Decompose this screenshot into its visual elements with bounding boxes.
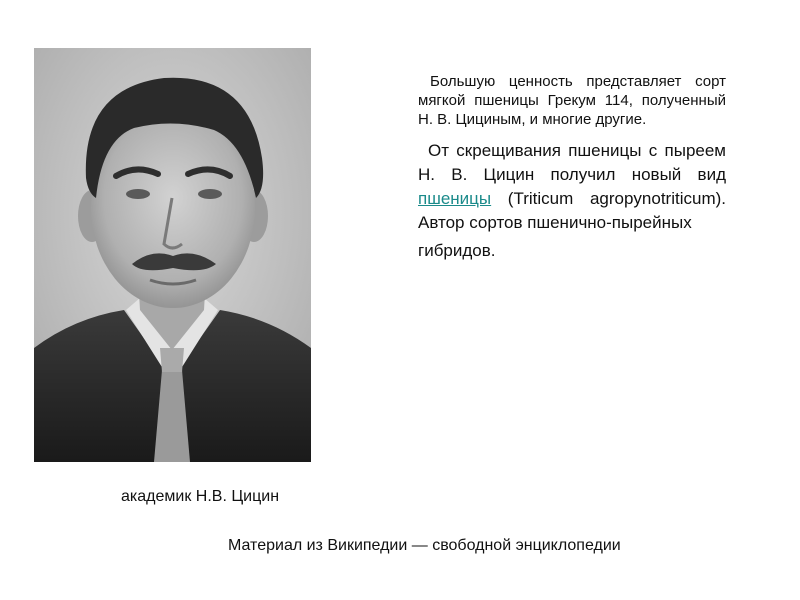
description-text: [418, 72, 726, 263]
paragraph-hybrid-start: От скрещивания пшеницы с пыреем Н. В. Цицин получил новый вид: [418, 141, 726, 184]
paragraph-hybrid-middle: (Triticum agropynotriticum). Автор сортов пшенично-пырейных: [418, 189, 726, 232]
paragraph-hybrid: [418, 139, 726, 263]
portrait-caption: академик Н.В. Цицин: [121, 488, 280, 505]
wheat-link[interactable]: пшеницы: [418, 189, 492, 208]
portrait-icon: [34, 48, 311, 462]
paragraph-grekum: Большую ценность представляет сорт мягкой пшеницы Грекум 114, полученный Н. В. Цициным, и многие другие.: [418, 73, 726, 128]
source-note: Материал из Википедии — свободной энциклопедии: [228, 537, 621, 554]
portrait-photo: [34, 48, 311, 462]
paragraph-hybrid-end: гибридов.: [418, 241, 496, 260]
